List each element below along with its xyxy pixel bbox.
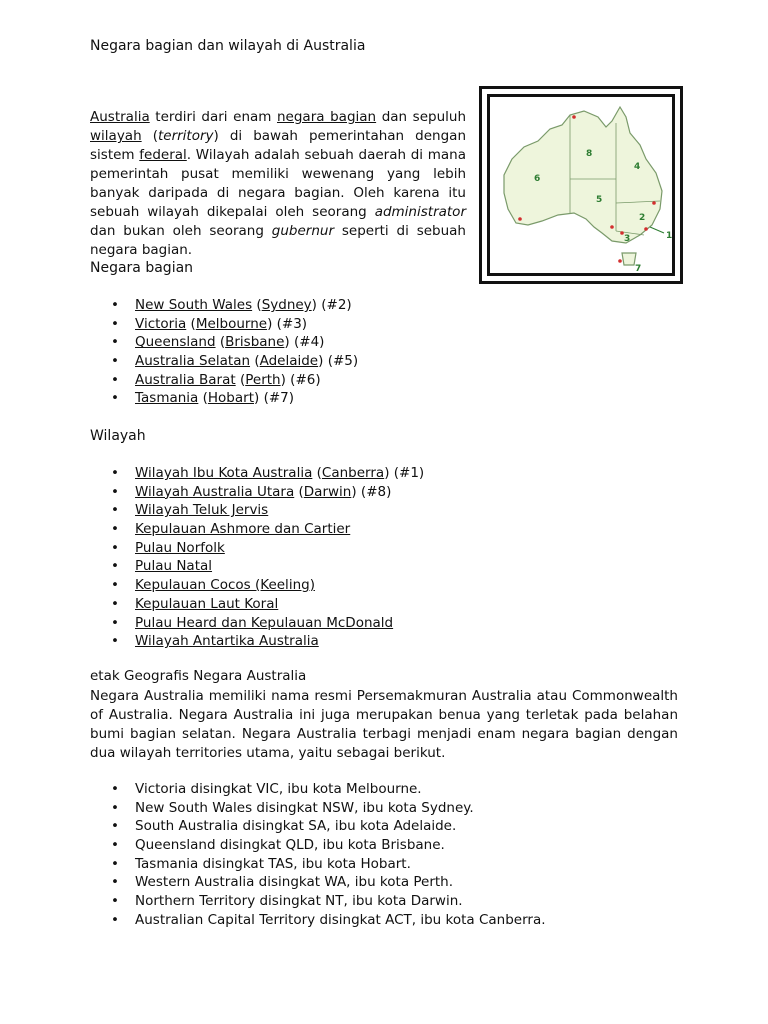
- intro-paragraph: [90, 108, 466, 260]
- states-link[interactable]: New South Wales: [135, 297, 253, 313]
- capital-link[interactable]: Darwin: [303, 483, 352, 500]
- intro-administrator-italic: administrator: [374, 204, 466, 220]
- capital-link[interactable]: Perth: [245, 371, 281, 388]
- intro-text-3: (: [141, 128, 158, 144]
- list-item: • Victoria (Melbourne) (#3): [90, 315, 358, 334]
- intro-gubernur-italic: gubernur: [271, 223, 334, 239]
- map-label-8: 8: [586, 149, 593, 159]
- territories-link[interactable]: Pulau Natal: [135, 558, 213, 575]
- list-item: • Wilayah Australia Utara (Darwin) (#8): [90, 483, 424, 502]
- territories-link[interactable]: Wilayah Antartika Australia: [135, 633, 319, 650]
- intro-text-1: terdiri dari enam: [149, 109, 277, 125]
- list-item: [90, 614, 424, 633]
- territories-link[interactable]: Pulau Heard dan Kepulauan McDonald: [135, 614, 394, 631]
- capital-dot: [518, 217, 522, 221]
- intro-text-6: dan bukan oleh seorang: [90, 223, 272, 239]
- abbreviation-item: • Australian Capital Territory disingkat ACT, ibu kota Canberra.: [90, 911, 546, 930]
- states-link[interactable]: Victoria: [135, 315, 187, 332]
- states-list: [90, 296, 358, 408]
- map-number: (#6): [290, 371, 321, 388]
- capital-dot: [644, 227, 648, 231]
- list-item: • Queensland (Brisbane) (#4): [90, 333, 358, 352]
- territories-link[interactable]: Kepulauan Laut Koral: [135, 595, 279, 612]
- abbreviation-item: • New South Wales disingkat NSW, ibu kota Sydney.: [90, 799, 546, 818]
- abbreviation-item: • Western Australia disingkat WA, ibu kota Perth.: [90, 873, 546, 892]
- list-item: • Australia Barat (Perth) (#6): [90, 371, 358, 390]
- abbreviation-item: • Northern Territory disingkat NT, ibu kota Darwin.: [90, 892, 546, 911]
- map-label-1: 1: [666, 231, 673, 241]
- map-number: (#3): [276, 315, 308, 332]
- intro-text-2: dan sepuluh: [376, 109, 466, 125]
- intro-text-4: ) di bawah pemerintahan dengan sistem: [90, 128, 466, 163]
- territories-link[interactable]: Wilayah Australia Utara: [135, 483, 295, 500]
- geo-heading: etak Geografis Negara Australia: [90, 668, 307, 684]
- territories-link[interactable]: Kepulauan Cocos (Keeling): [135, 577, 315, 594]
- link-federal[interactable]: federal: [139, 147, 187, 163]
- capital-link[interactable]: Canberra: [321, 465, 385, 481]
- link-australia[interactable]: Australia: [90, 109, 150, 125]
- territories-link[interactable]: Kepulauan Ashmore dan Cartier: [135, 521, 351, 538]
- list-item: [90, 632, 424, 651]
- capital-dot: [620, 231, 624, 235]
- map-label-4: 4: [634, 162, 641, 172]
- australia-map: [479, 86, 683, 284]
- map-inner-frame: [487, 94, 675, 276]
- abbreviation-item: • South Australia disingkat SA, ibu kota Adelaide.: [90, 817, 546, 836]
- territories-list: [90, 464, 424, 651]
- abbreviation-item: • Victoria disingkat VIC, ibu kota Melbourne.: [90, 780, 546, 799]
- page-title: Negara bagian dan wilayah di Australia: [90, 38, 366, 54]
- states-link[interactable]: Australia Selatan: [135, 353, 251, 370]
- australia-map-graphic: [494, 101, 673, 274]
- map-number: (#5): [327, 353, 359, 370]
- abbreviations-list: [90, 780, 546, 930]
- list-item: [90, 557, 424, 576]
- label-1-leader: [650, 227, 664, 233]
- states-link[interactable]: Tasmania: [135, 390, 199, 407]
- map-number: (#2): [321, 297, 352, 313]
- list-item: [90, 520, 424, 539]
- territories-link[interactable]: Wilayah Ibu Kota Australia: [135, 465, 313, 481]
- capital-link[interactable]: Hobart: [207, 390, 254, 407]
- abbreviation-item: • Queensland disingkat QLD, ibu kota Brisbane.: [90, 836, 546, 855]
- map-number: (#7): [263, 390, 294, 407]
- capital-dot: [610, 225, 614, 229]
- map-number: (#4): [293, 334, 325, 351]
- capital-link[interactable]: Sydney: [261, 297, 312, 313]
- capital-dot: [572, 115, 576, 119]
- states-link[interactable]: Australia Barat: [135, 371, 236, 388]
- capital-dot: [652, 201, 656, 205]
- list-item: • Wilayah Ibu Kota Australia (Canberra) (#1): [90, 464, 424, 483]
- territories-link[interactable]: Pulau Norfolk: [135, 539, 225, 556]
- states-heading: Negara bagian: [90, 260, 194, 276]
- list-item: • New South Wales (Sydney) (#2): [90, 296, 358, 315]
- capital-link[interactable]: Adelaide: [259, 353, 319, 370]
- map-number: (#8): [360, 483, 392, 500]
- map-label-7: 7: [635, 264, 642, 274]
- abbreviation-item: • Tasmania disingkat TAS, ibu kota Hobart.: [90, 855, 546, 874]
- intro-text-5: . Wilayah adalah sebuah daerah di mana pemerintah pusat memiliki wewenang yang lebih banyak daripada di negara bagian. Oleh karena itu sebuah wilayah dikepalai oleh seorang: [90, 147, 466, 220]
- map-number: (#1): [393, 465, 425, 481]
- list-item: [90, 576, 424, 595]
- states-link[interactable]: Queensland: [135, 334, 216, 351]
- map-label-5: 5: [596, 195, 603, 205]
- capital-link[interactable]: Brisbane: [225, 334, 285, 351]
- list-item: [90, 539, 424, 558]
- list-item: • Australia Selatan (Adelaide) (#5): [90, 352, 358, 371]
- geo-paragraph: Negara Australia memiliki nama resmi Persemakmuran Australia atau Commonwealth of Australia. Negara Australia ini juga merupakan benua yang terletak pada belahan bumi bagian selatan. Negara Australia terbagi menjadi enam negara bagian dengan dua wilayah territories utama, yaitu sebagai berikut.: [90, 688, 678, 761]
- list-item: [90, 595, 424, 614]
- tasmania-shape: [622, 253, 636, 265]
- list-item: [90, 501, 424, 520]
- list-item: • Tasmania (Hobart) (#7): [90, 389, 358, 408]
- capital-link[interactable]: Melbourne: [195, 315, 268, 332]
- map-label-3: 3: [624, 234, 631, 244]
- territories-link[interactable]: Wilayah Teluk Jervis: [135, 502, 269, 519]
- intro-text-7: seperti di sebuah negara bagian.: [90, 223, 466, 258]
- intro-territory-italic: territory: [157, 128, 214, 144]
- map-label-2: 2: [639, 213, 646, 223]
- capital-dot: [618, 259, 622, 263]
- territories-heading: Wilayah: [90, 428, 146, 444]
- link-negara-bagian[interactable]: negara bagian: [277, 109, 377, 125]
- link-wilayah[interactable]: wilayah: [90, 128, 142, 144]
- map-label-6: 6: [534, 174, 541, 184]
